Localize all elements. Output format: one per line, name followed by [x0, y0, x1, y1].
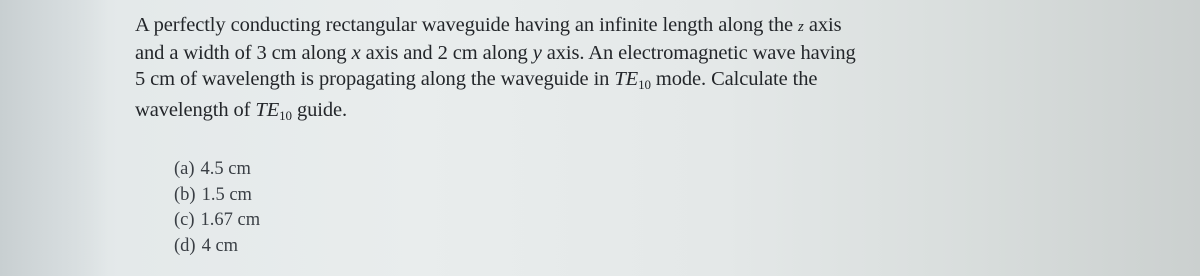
option-text: 4 cm: [201, 235, 239, 256]
axis-variable-x: x: [351, 42, 361, 64]
option-c[interactable]: [174, 208, 260, 234]
question-text-segment: axis: [803, 14, 842, 36]
question-text-segment: A perfectly conducting rectangular waveguide having an infinite length along the: [135, 14, 799, 36]
option-text: 4.5 cm: [200, 159, 251, 179]
option-text: 1.5 cm: [201, 184, 252, 205]
option-a[interactable]: [174, 157, 260, 183]
axis-variable-z: z: [798, 19, 804, 35]
option-letter: (b): [174, 184, 196, 205]
option-letter: (c): [174, 210, 195, 230]
question-text-segment: axis and 2 cm along: [360, 42, 533, 64]
question-text-segment: 5 cm of wavelength is propagating along the waveguide in: [135, 68, 615, 90]
question-line-2: [135, 40, 935, 66]
question-text-segment: guide.: [291, 99, 348, 121]
mode-symbol: TE: [255, 99, 280, 121]
question-line-1: [135, 12, 935, 40]
question-text-segment: wavelength of: [135, 99, 256, 121]
mode-subscript: 10: [638, 77, 651, 92]
axis-variable-y: y: [532, 42, 542, 64]
option-d[interactable]: [174, 234, 260, 260]
question-text-segment: axis. An electromagnetic wave having: [541, 42, 856, 64]
question-text: [135, 12, 935, 123]
question-text-segment: mode. Calculate the: [650, 68, 818, 90]
mode-symbol: TE: [614, 68, 639, 90]
option-text: 1.67 cm: [200, 210, 261, 230]
option-letter: (d): [174, 235, 196, 256]
answer-options: [174, 157, 260, 259]
question-line-4: [135, 97, 935, 123]
option-letter: (a): [174, 159, 195, 179]
mode-subscript: 10: [279, 108, 292, 123]
page-edge-shadow: [0, 0, 108, 276]
option-b[interactable]: [174, 183, 260, 209]
question-text-segment: and a width of 3 cm along: [135, 42, 352, 64]
question-line-3: [135, 66, 935, 92]
